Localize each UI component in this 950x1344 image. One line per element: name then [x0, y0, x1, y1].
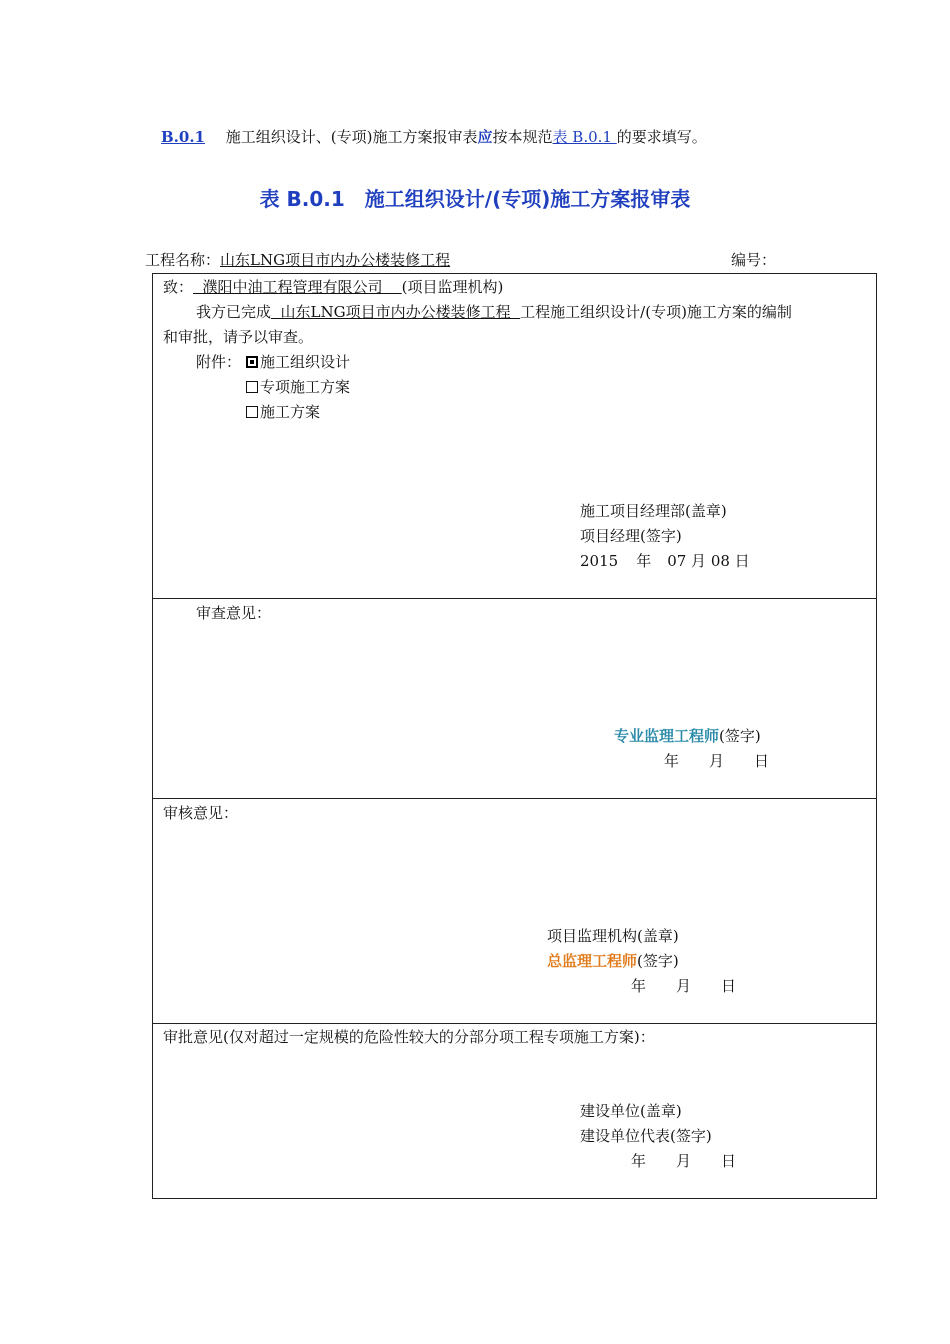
- form-title: 表 B.0.1 施工组织设计/(专项)施工方案报审表: [259, 187, 691, 211]
- chief-role: 总监理工程师: [547, 952, 638, 970]
- date-year-unit: 年: [636, 552, 652, 570]
- intro-line: [161, 130, 707, 145]
- attachment-3-label: 施工方案: [260, 403, 321, 421]
- number-label: 编号：: [731, 251, 777, 269]
- body-line-1: [196, 305, 792, 320]
- sign-person: 项目经理(签字): [580, 527, 682, 545]
- sign-date: [580, 554, 750, 569]
- intro-text-before: 施工组织设计、(专项)施工方案报审表: [225, 128, 478, 146]
- project-name-value: 山东LNG项目市内办公楼装修工程: [220, 251, 451, 269]
- checkbox-checked-icon[interactable]: [246, 356, 258, 368]
- approval-rep: 建设单位代表(签字): [580, 1127, 712, 1145]
- body-line-2: 和审批，请予以审查。: [163, 328, 314, 346]
- attachment-2-label: 专项施工方案: [260, 378, 351, 396]
- attachment-2[interactable]: [246, 380, 350, 395]
- intro-emphasis: 应: [477, 128, 493, 146]
- checkbox-unchecked-icon[interactable]: [246, 406, 258, 418]
- chief-sign: [547, 954, 679, 969]
- approval-label: 审批意见(仅对超过一定规模的危险性较大的分部分项工程专项施工方案)：: [163, 1028, 655, 1046]
- project-name-row: [145, 253, 450, 268]
- table-link[interactable]: 表 B.0.1: [552, 128, 617, 146]
- date-month-day: 07 月 08 日: [667, 552, 750, 570]
- approval-date: 年 月 日: [631, 1152, 737, 1170]
- to-label: 致：: [163, 278, 194, 296]
- sign-org: 施工项目经理部(盖章): [580, 502, 727, 520]
- attachment-3[interactable]: [246, 405, 320, 420]
- body-pre: 我方已完成: [196, 303, 272, 321]
- date-year: 2015: [580, 552, 619, 570]
- project-label: 工程名称：: [145, 251, 221, 269]
- section-divider-1: [152, 598, 877, 599]
- to-suffix: (项目监理机构): [401, 278, 504, 296]
- audit-date: 年 月 日: [631, 977, 737, 995]
- clause-link[interactable]: B.0.1: [161, 128, 205, 146]
- attachment-label: 附件：: [196, 353, 242, 371]
- section-divider-2: [152, 798, 877, 799]
- intro-text-after: 的要求填写。: [616, 128, 707, 146]
- addressee-row: [163, 280, 503, 295]
- body-project: 山东LNG项目市内办公楼装修工程: [271, 303, 521, 321]
- intro-text-mid: 按本规范: [492, 128, 553, 146]
- checkbox-unchecked-icon[interactable]: [246, 381, 258, 393]
- to-value: 濮阳中油工程管理有限公司: [193, 278, 402, 296]
- audit-label: 审核意见：: [163, 804, 239, 822]
- audit-org: 项目监理机构(盖章): [547, 927, 679, 945]
- specialist-role: 专业监理工程师: [614, 727, 720, 745]
- review-label: 审查意见：: [196, 604, 272, 622]
- review-date: 年 月 日: [664, 752, 770, 770]
- specialist-sign: [614, 729, 761, 744]
- chief-suffix: (签字): [637, 952, 679, 970]
- attachment-1[interactable]: [246, 355, 350, 370]
- body-post: 工程施工组织设计/(专项)施工方案的编制: [520, 303, 792, 321]
- attachment-1-label: 施工组织设计: [260, 353, 351, 371]
- section-divider-3: [152, 1023, 877, 1024]
- specialist-suffix: (签字): [719, 727, 761, 745]
- approval-org: 建设单位(盖章): [580, 1102, 682, 1120]
